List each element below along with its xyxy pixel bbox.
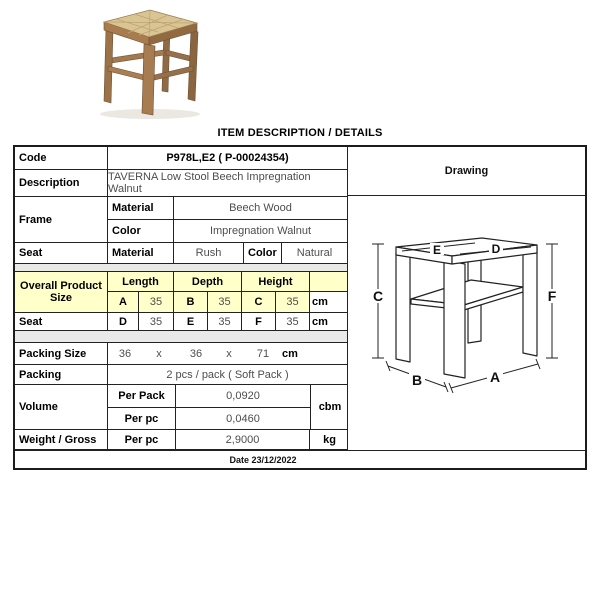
drawing-dim-e: E xyxy=(432,243,442,257)
seat-size-unit: cm xyxy=(312,315,328,328)
packing-size-label: Packing Size xyxy=(15,343,108,364)
packing-row xyxy=(15,365,347,385)
frame-color-label: Color xyxy=(108,220,174,242)
code-row xyxy=(15,147,347,170)
seat-label: Seat xyxy=(15,243,108,263)
depth-header: Depth xyxy=(174,272,242,291)
seat-size-row xyxy=(15,312,347,331)
frame-material-value: Beech Wood xyxy=(229,202,292,214)
seat-color-label: Color xyxy=(244,243,282,263)
stool-photo-illustration xyxy=(76,0,221,124)
dim-c-value: 35 xyxy=(276,292,310,312)
overall-size-row xyxy=(108,292,347,312)
frame-color-value: Impregnation Walnut xyxy=(209,225,312,237)
date-value: Date 23/12/2022 xyxy=(229,454,297,465)
dim-b-letter: B xyxy=(174,292,208,312)
description-label: Description xyxy=(15,170,108,196)
dim-a-letter: A xyxy=(108,292,139,312)
frame-material-label: Material xyxy=(108,197,174,219)
spacer-row xyxy=(15,331,347,343)
weight-label: Weight / Gross xyxy=(15,430,108,449)
spec-table xyxy=(13,145,587,470)
drawing-dim-a: A xyxy=(489,369,501,385)
frame-color-row xyxy=(108,220,347,242)
seat-row xyxy=(15,243,347,264)
date-row xyxy=(15,450,585,468)
seat-color-value: Natural xyxy=(296,247,333,259)
packing-label: Packing xyxy=(15,365,108,384)
dim-f-value: 35 xyxy=(276,313,310,330)
per-pc-label: Per pc xyxy=(108,408,176,429)
drawing-dim-b: B xyxy=(411,372,423,388)
dim-d-value: 35 xyxy=(139,313,174,330)
drawing-dim-d: D xyxy=(491,242,501,256)
spec-columns xyxy=(15,147,348,450)
overall-size-label: Overall Product Size xyxy=(15,272,108,312)
code-label: Code xyxy=(15,147,108,169)
page-title: ITEM DESCRIPTION / DETAILS xyxy=(217,127,383,139)
frame-group xyxy=(15,197,347,243)
size-header-row xyxy=(108,272,347,292)
overall-unit: cm xyxy=(312,296,328,308)
weight-per-pc-label: Per pc xyxy=(108,430,176,449)
weight-unit: kg xyxy=(323,433,336,446)
code-value: P978L,E2 ( P-00024354) xyxy=(166,152,289,164)
drawing-dim-c: C xyxy=(372,288,384,304)
packing-value: 2 pcs / pack ( Soft Pack ) xyxy=(166,368,289,381)
height-header: Height xyxy=(242,272,310,291)
dim-b-value: 35 xyxy=(208,292,242,312)
frame-material-row xyxy=(108,197,347,220)
dim-e-letter: E xyxy=(174,313,208,330)
dim-e-value: 35 xyxy=(208,313,242,330)
weight-value: 2,9000 xyxy=(176,430,310,449)
packing-size-row: Packing Size 36 x 36 x 71 cm xyxy=(15,343,347,365)
length-header: Length xyxy=(108,272,174,291)
weight-row xyxy=(15,430,347,450)
seat-size-label: Seat xyxy=(15,313,108,330)
seat-material-value: Rush xyxy=(174,243,244,263)
spacer-row xyxy=(15,264,347,272)
product-photo xyxy=(76,0,221,124)
per-pc-value: 0,0460 xyxy=(226,412,260,425)
size-header-blank xyxy=(310,272,347,291)
drawing-dim-f: F xyxy=(547,288,557,304)
stool-line-drawing xyxy=(348,196,585,450)
drawing-title: Drawing xyxy=(348,147,585,196)
volume-group xyxy=(15,385,347,430)
volume-per-pc-row xyxy=(108,408,310,429)
seat-material-label: Material xyxy=(108,243,174,263)
frame-label: Frame xyxy=(15,197,108,242)
dim-a-value: 35 xyxy=(139,292,174,312)
volume-unit: cbm xyxy=(310,385,347,429)
per-pack-value: 0,0920 xyxy=(226,390,260,402)
overall-size-group xyxy=(15,272,347,312)
description-row xyxy=(15,170,347,197)
description-value: TAVERNA Low Stool Beech Impregnation Walnut xyxy=(108,171,311,195)
dim-d-letter: D xyxy=(108,313,139,330)
dim-c-letter: C xyxy=(242,292,276,312)
per-pack-label: Per Pack xyxy=(108,385,176,407)
dim-f-letter: F xyxy=(242,313,276,330)
drawing-area xyxy=(348,196,585,450)
spec-table-main xyxy=(15,147,585,450)
drawing-panel xyxy=(348,147,585,450)
volume-per-pack-row xyxy=(108,385,310,408)
volume-label: Volume xyxy=(15,385,108,429)
